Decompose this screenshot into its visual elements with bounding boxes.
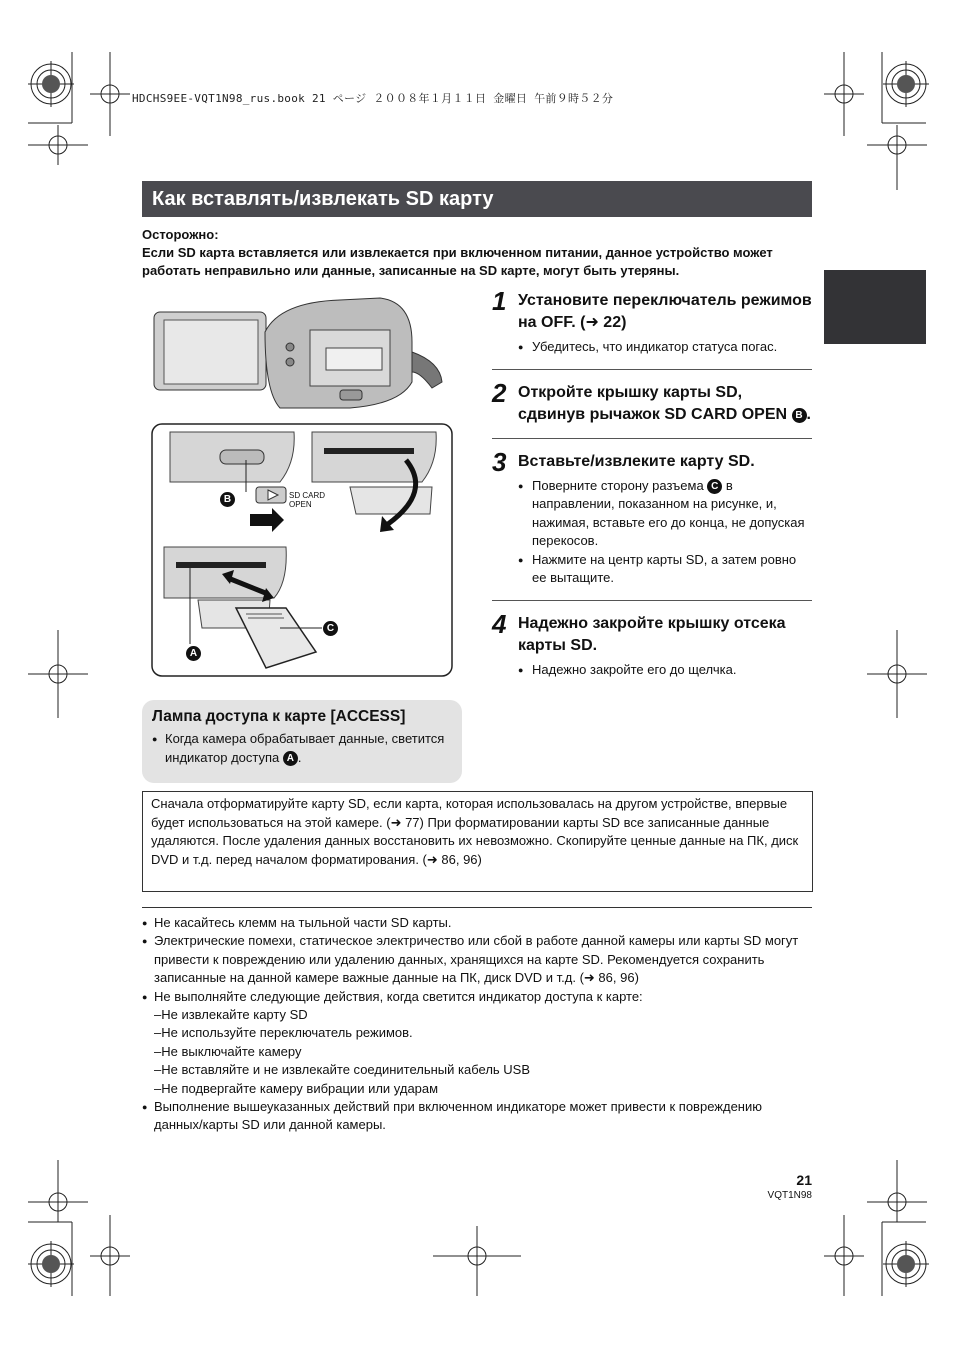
list-item: ● Электрические помехи, статическое электричество или сбой в работе данной камеры или карты SD могут привести к повреждению или удалению данных, хранящихся на карте SD. Рекомендуется сохранить записанные на данной камере важные данные на ПК, диск DVD и т.д. (➜ 86, 96) [142, 932, 814, 987]
sub-list-item: –Не подвергайте камеру вибрации или ударам [154, 1080, 439, 1096]
step-heading: Надежно закройте крышку отсека карты SD. [518, 614, 786, 654]
label-b-marker: B [220, 492, 235, 507]
sd-card-open-label-1: SD CARD [289, 491, 326, 500]
step-number: 2 [492, 377, 507, 408]
step-number: 4 [492, 608, 507, 639]
section-title: Как вставлять/извлекать SD карту [142, 181, 812, 217]
list-item: ● Не выполняйте следующие действия, когда светится индикатор доступа к карте: [142, 988, 814, 1006]
format-note: Сначала отформатируйте карту SD, если карта, которая использовалась на другом устройстве, впервые будет использоваться на этой камере. (➜ 77) При форматировании карты SD все записанные данные удаляются. После удаления данных восстановить их невозможно. Скопируйте ценные данные на ПК, диск DVD и т.д. перед началом форматирования. (➜ 86, 96) [142, 791, 813, 892]
label-a-marker: A [186, 646, 201, 661]
label-c-marker: C [323, 621, 338, 636]
camera-illustration [150, 292, 460, 684]
sub-list-item: –Не используйте переключатель режимов. [154, 1025, 413, 1041]
marker-b: B [792, 408, 807, 423]
side-tab [824, 270, 926, 344]
step-1 [492, 286, 812, 357]
notes-list [142, 914, 814, 1135]
caution-text: Если SD карта вставляется или извлекается при включенном питании, данное устройство может работать неправильно или данные, записанные на SD карте, могут быть утеряны. [142, 245, 773, 278]
marker-a: A [283, 751, 298, 766]
access-text [152, 730, 452, 767]
step-heading: Установите переключатель режимов на OFF. (➜ 22) [518, 292, 812, 331]
step-note: ● Нажмите на центр карты SD, а затем ровно ее вытащите. [518, 551, 812, 588]
step-4 [492, 608, 812, 680]
page-number: 21 [796, 1172, 812, 1188]
divider [492, 600, 812, 601]
step-heading: Вставьте/извлеките карту SD. [518, 452, 755, 470]
access-text-body: Когда камера обрабатывает данные, светится индикатор доступа [165, 731, 445, 765]
sub-list-item: –Не вставляйте и не извлекайте соединительный кабель USB [154, 1062, 531, 1078]
step-note: ● Надежно закройте его до щелчка. [518, 661, 812, 680]
sub-list-item: –Не выключайте камеру [154, 1043, 302, 1059]
access-lamp-box [142, 700, 462, 783]
caution-label: Осторожно: [142, 227, 219, 242]
caution-block [142, 226, 814, 280]
print-header: HDCHS9EE-VQT1N98_rus.book 21 ページ ２００８年１月１１日 金曜日 午前９時５２分 [132, 92, 614, 105]
step-heading [518, 382, 812, 426]
step-number: 3 [492, 446, 507, 477]
step-heading-text: Откройте крышку карты SD, сдвинув рычажок SD CARD OPEN [518, 383, 792, 423]
step-note: ● Убедитесь, что индикатор статуса погас. [518, 338, 812, 357]
step-note [518, 477, 812, 551]
step-heading-end: . [806, 405, 811, 423]
divider [142, 907, 812, 908]
access-heading: Лампа доступа к карте [ACCESS] [152, 708, 406, 725]
steps-column [492, 286, 812, 679]
list-item: ● Выполнение вышеуказанных действий при включенном индикаторе может привести к повреждению данных/карты SD или данной камеры. [142, 1098, 814, 1135]
marker-c: C [707, 479, 722, 494]
step-3 [492, 446, 812, 588]
sub-list-item: –Не извлекайте карту SD [154, 1007, 308, 1023]
divider [492, 438, 812, 439]
note-text-end: в направлении, показанном на рисунке, и, нажимая, вставьте его до конца, не допуская перекосов. [532, 477, 805, 548]
sd-card-open-label-2: OPEN [289, 500, 312, 509]
note-text: Поверните сторону разъема [532, 477, 708, 493]
step-number: 1 [492, 286, 507, 316]
divider [492, 369, 812, 370]
step-2 [492, 377, 812, 426]
list-item: ● Не касайтесь клемм на тыльной части SD карты. [142, 914, 814, 932]
page-code: VQT1N98 [767, 1190, 812, 1201]
access-text-end: . [297, 749, 302, 765]
